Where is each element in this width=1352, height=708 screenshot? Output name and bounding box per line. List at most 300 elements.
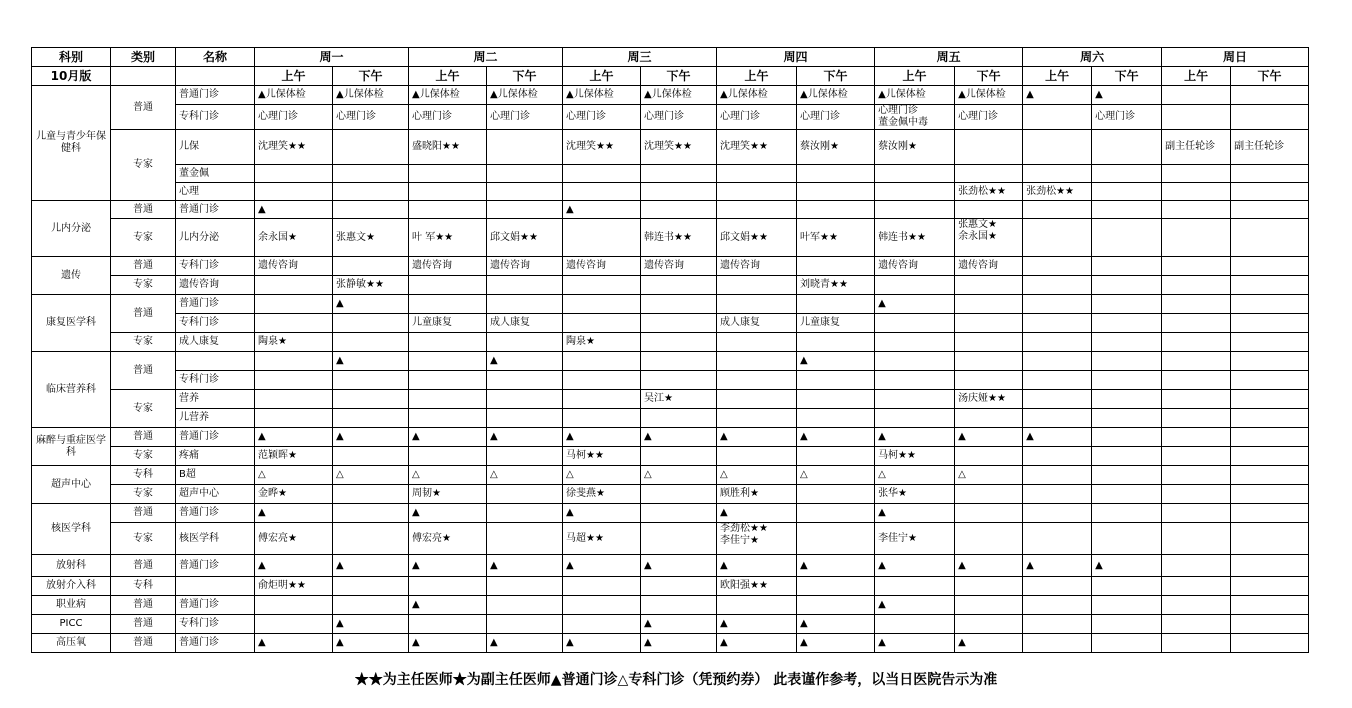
- day-header: 周二: [409, 48, 563, 67]
- schedule-cell: [1092, 390, 1162, 409]
- schedule-cell: [1162, 447, 1231, 466]
- schedule-cell: ▲: [333, 295, 409, 314]
- schedule-cell: [333, 333, 409, 352]
- schedule-cell: [409, 390, 487, 409]
- schedule-cell: [1092, 295, 1162, 314]
- schedule-cell: [487, 577, 563, 596]
- schedule-cell: ▲: [875, 634, 955, 653]
- schedule-cell: [875, 577, 955, 596]
- schedule-cell: [255, 615, 333, 634]
- schedule-cell: [955, 333, 1023, 352]
- schedule-cell: 心理门诊: [255, 105, 333, 130]
- schedule-cell: [717, 333, 797, 352]
- schedule-row: [32, 634, 1309, 653]
- header-row-halfday: [32, 67, 1309, 86]
- schedule-cell: ▲: [875, 504, 955, 523]
- schedule-cell: ▲儿保体检: [409, 86, 487, 105]
- schedule-cell: [1092, 130, 1162, 165]
- schedule-cell: 欧阳强★★: [717, 577, 797, 596]
- schedule-cell: [797, 333, 875, 352]
- schedule-cell: [875, 371, 955, 390]
- schedule-cell-line: 李劲松★★: [720, 523, 768, 534]
- schedule-cell: 余永国★: [255, 219, 333, 257]
- category-cell: 普通: [111, 257, 176, 276]
- category-cell: 普通: [111, 428, 176, 447]
- schedule-cell: [563, 409, 641, 428]
- schedule-cell: [1023, 105, 1092, 130]
- schedule-cell: △: [797, 466, 875, 485]
- schedule-cell: [333, 596, 409, 615]
- schedule-cell: 马柯★★: [875, 447, 955, 466]
- schedule-cell: [563, 276, 641, 295]
- schedule-cell: [255, 295, 333, 314]
- schedule-cell: [1162, 219, 1231, 257]
- schedule-cell: [641, 447, 717, 466]
- department-cell: 遗传: [32, 257, 111, 295]
- schedule-cell: [955, 447, 1023, 466]
- schedule-cell: [1162, 276, 1231, 295]
- schedule-cell: ▲: [717, 428, 797, 447]
- schedule-cell: ▲: [333, 352, 409, 371]
- schedule-cell: [255, 165, 333, 183]
- department-cell: 康复医学科: [32, 295, 111, 352]
- schedule-cell: 刘晓青★★: [797, 276, 875, 295]
- schedule-cell: [333, 201, 409, 219]
- schedule-cell: 遗传咨询: [563, 257, 641, 276]
- schedule-cell: ▲: [875, 596, 955, 615]
- schedule-cell: [955, 577, 1023, 596]
- schedule-cell: [255, 183, 333, 201]
- schedule-cell: [255, 352, 333, 371]
- clinic-name-cell: 疼痛: [176, 447, 255, 466]
- schedule-cell: [797, 485, 875, 504]
- schedule-cell: [875, 409, 955, 428]
- schedule-cell: [487, 201, 563, 219]
- schedule-cell: [1231, 596, 1309, 615]
- schedule-cell: [717, 352, 797, 371]
- schedule-cell: [1092, 577, 1162, 596]
- schedule-cell: [333, 165, 409, 183]
- schedule-cell: 心理门诊: [641, 105, 717, 130]
- schedule-cell: [1231, 428, 1309, 447]
- schedule-cell: [1023, 276, 1092, 295]
- schedule-cell: [1023, 165, 1092, 183]
- schedule-cell: [1162, 523, 1231, 555]
- schedule-cell: [875, 276, 955, 295]
- schedule-cell: [955, 352, 1023, 371]
- clinic-name-cell: 超声中心: [176, 485, 255, 504]
- schedule-cell: [797, 371, 875, 390]
- schedule-cell: [1162, 577, 1231, 596]
- schedule-cell: [1023, 219, 1092, 257]
- clinic-name-cell: 遗传咨询: [176, 276, 255, 295]
- schedule-cell: ▲: [563, 201, 641, 219]
- schedule-cell: [1092, 615, 1162, 634]
- schedule-cell: [333, 504, 409, 523]
- department-cell: 职业病: [32, 596, 111, 615]
- schedule-row: [32, 352, 1309, 371]
- schedule-cell: ▲: [955, 428, 1023, 447]
- category-cell: 专科: [111, 577, 176, 596]
- department-cell: 临床营养科: [32, 352, 111, 428]
- schedule-cell: ▲: [1092, 555, 1162, 577]
- schedule-cell: [409, 201, 487, 219]
- schedule-cell: [487, 390, 563, 409]
- schedule-cell: 邱文娟★★: [487, 219, 563, 257]
- am-header: 上午: [1162, 67, 1231, 86]
- clinic-name-cell: 儿营养: [176, 409, 255, 428]
- schedule-cell: 陶泉★: [255, 333, 333, 352]
- schedule-cell: [955, 165, 1023, 183]
- schedule-cell: ▲: [333, 634, 409, 653]
- schedule-row: [32, 428, 1309, 447]
- schedule-cell: [487, 485, 563, 504]
- schedule-cell: 副主任轮诊: [1162, 130, 1231, 165]
- schedule-cell: [1231, 257, 1309, 276]
- category-cell: 普通: [111, 596, 176, 615]
- schedule-row: [32, 314, 1309, 333]
- clinic-name-cell: 董金佩: [176, 165, 255, 183]
- schedule-cell: [1231, 86, 1309, 105]
- category-cell: 专家: [111, 333, 176, 352]
- schedule-cell: [641, 577, 717, 596]
- schedule-cell: 遗传咨询: [717, 257, 797, 276]
- schedule-cell: ▲: [333, 428, 409, 447]
- schedule-cell: [333, 371, 409, 390]
- schedule-cell: ▲: [409, 596, 487, 615]
- clinic-schedule-table: [31, 47, 1309, 653]
- schedule-cell: [955, 371, 1023, 390]
- schedule-cell: ▲: [875, 295, 955, 314]
- day-header: 周五: [875, 48, 1023, 67]
- am-header: 上午: [1023, 67, 1092, 86]
- schedule-cell: [1231, 504, 1309, 523]
- schedule-cell: [1023, 447, 1092, 466]
- day-header: 周三: [563, 48, 717, 67]
- name-column-header: 名称: [176, 48, 255, 67]
- schedule-cell: ▲: [409, 504, 487, 523]
- schedule-cell: ▲: [641, 615, 717, 634]
- schedule-cell: [1231, 314, 1309, 333]
- schedule-cell: [487, 183, 563, 201]
- schedule-cell: 马超★★: [563, 523, 641, 555]
- category-cell: 普通: [111, 555, 176, 577]
- schedule-cell: [875, 201, 955, 219]
- schedule-cell: [1092, 165, 1162, 183]
- schedule-cell: [487, 165, 563, 183]
- clinic-name-cell: 普通门诊: [176, 596, 255, 615]
- schedule-cell: [333, 390, 409, 409]
- schedule-cell: [255, 371, 333, 390]
- schedule-cell: 副主任轮诊: [1231, 130, 1309, 165]
- schedule-cell: [333, 447, 409, 466]
- schedule-cell: ▲: [641, 634, 717, 653]
- schedule-cell-line: 余永国★: [958, 231, 998, 242]
- schedule-cell: [1023, 352, 1092, 371]
- schedule-cell: [409, 276, 487, 295]
- schedule-cell: 盛晓阳★★: [409, 130, 487, 165]
- schedule-cell: [641, 596, 717, 615]
- schedule-cell: [955, 409, 1023, 428]
- schedule-cell: ▲儿保体检: [641, 86, 717, 105]
- schedule-cell: [1162, 555, 1231, 577]
- schedule-row: [32, 130, 1309, 165]
- schedule-cell: [875, 615, 955, 634]
- schedule-cell: [797, 409, 875, 428]
- schedule-cell: [1092, 523, 1162, 555]
- schedule-cell-line: 董金佩中毒: [878, 117, 929, 128]
- schedule-cell: [333, 314, 409, 333]
- schedule-cell: ▲: [797, 615, 875, 634]
- category-cell: 专科: [111, 466, 176, 485]
- schedule-cell: 沈理笑★★: [717, 130, 797, 165]
- pm-header: 下午: [797, 67, 875, 86]
- schedule-cell: [487, 409, 563, 428]
- schedule-cell-line: 心理门诊: [878, 105, 919, 116]
- schedule-cell: [1231, 352, 1309, 371]
- pm-header: 下午: [1231, 67, 1309, 86]
- schedule-cell: [563, 219, 641, 257]
- schedule-cell: ▲: [255, 504, 333, 523]
- schedule-cell: 张劲松★★: [1023, 183, 1092, 201]
- schedule-cell: [409, 183, 487, 201]
- schedule-cell: ▲: [875, 555, 955, 577]
- schedule-cell: 徐斐燕★: [563, 485, 641, 504]
- clinic-name-cell: 儿保: [176, 130, 255, 165]
- schedule-cell: [717, 409, 797, 428]
- schedule-cell: ▲: [487, 428, 563, 447]
- schedule-row: [32, 86, 1309, 105]
- category-cell: 专家: [111, 130, 176, 201]
- category-cell: 专家: [111, 390, 176, 428]
- schedule-cell: ▲: [641, 428, 717, 447]
- schedule-cell: ▲: [563, 634, 641, 653]
- schedule-cell: [563, 390, 641, 409]
- schedule-cell: ▲: [563, 504, 641, 523]
- schedule-cell: [333, 183, 409, 201]
- schedule-cell: 陶泉★: [563, 333, 641, 352]
- schedule-cell: [875, 165, 955, 183]
- schedule-cell: [1231, 409, 1309, 428]
- schedule-cell: [487, 371, 563, 390]
- schedule-cell: [563, 577, 641, 596]
- schedule-cell: [1231, 219, 1309, 257]
- schedule-cell: ▲: [641, 555, 717, 577]
- schedule-cell: ▲: [333, 615, 409, 634]
- schedule-cell: [1231, 105, 1309, 130]
- schedule-cell: ▲: [1023, 428, 1092, 447]
- schedule-cell: [641, 183, 717, 201]
- day-header: 周六: [1023, 48, 1162, 67]
- dept-column-header: 科别: [32, 48, 111, 67]
- clinic-name-cell: 儿内分泌: [176, 219, 255, 257]
- category-cell: 普通: [111, 615, 176, 634]
- clinic-name-cell: [176, 352, 255, 371]
- schedule-cell: [1162, 333, 1231, 352]
- schedule-cell: [1162, 504, 1231, 523]
- schedule-row: [32, 201, 1309, 219]
- schedule-cell: [1162, 371, 1231, 390]
- schedule-cell: 遗传咨询: [487, 257, 563, 276]
- category-cell: 普通: [111, 352, 176, 390]
- schedule-cell: [409, 371, 487, 390]
- schedule-row: [32, 257, 1309, 276]
- clinic-name-cell: 普通门诊: [176, 201, 255, 219]
- schedule-cell: [1231, 523, 1309, 555]
- schedule-row: [32, 371, 1309, 390]
- schedule-cell: 俞炬明★★: [255, 577, 333, 596]
- department-cell: 儿内分泌: [32, 201, 111, 257]
- schedule-cell: ▲: [717, 555, 797, 577]
- schedule-cell: [563, 615, 641, 634]
- schedule-cell: [1231, 183, 1309, 201]
- schedule-cell: [1092, 466, 1162, 485]
- clinic-name-cell: 专科门诊: [176, 105, 255, 130]
- pm-header: 下午: [1092, 67, 1162, 86]
- schedule-cell: [1092, 219, 1162, 257]
- schedule-cell: [487, 504, 563, 523]
- category-cell: 专家: [111, 219, 176, 257]
- schedule-cell: [1162, 295, 1231, 314]
- schedule-cell: [1162, 86, 1231, 105]
- am-header: 上午: [255, 67, 333, 86]
- schedule-cell: [955, 219, 1023, 257]
- schedule-cell: [1162, 105, 1231, 130]
- schedule-row: [32, 523, 1309, 555]
- schedule-cell: ▲儿保体检: [563, 86, 641, 105]
- schedule-cell: [1023, 333, 1092, 352]
- schedule-cell: 傅宏亮★: [255, 523, 333, 555]
- schedule-cell: △: [717, 466, 797, 485]
- clinic-name-cell: 普通门诊: [176, 428, 255, 447]
- schedule-cell: [717, 523, 797, 555]
- type-column-header: 类别: [111, 48, 176, 67]
- schedule-cell: 周韧★: [409, 485, 487, 504]
- department-cell: 放射介入科: [32, 577, 111, 596]
- schedule-cell: [717, 371, 797, 390]
- schedule-cell: [1162, 466, 1231, 485]
- schedule-cell: [563, 352, 641, 371]
- schedule-cell: [1231, 333, 1309, 352]
- schedule-cell: [1092, 333, 1162, 352]
- schedule-row: [32, 183, 1309, 201]
- schedule-row: [32, 333, 1309, 352]
- schedule-cell: 马柯★★: [563, 447, 641, 466]
- schedule-cell: 傅宏亮★: [409, 523, 487, 555]
- schedule-cell: [1162, 485, 1231, 504]
- schedule-cell: [797, 523, 875, 555]
- schedule-cell: [641, 523, 717, 555]
- schedule-row: [32, 555, 1309, 577]
- schedule-cell: ▲: [409, 428, 487, 447]
- schedule-cell: ▲: [487, 555, 563, 577]
- schedule-cell: 心理门诊: [487, 105, 563, 130]
- schedule-cell: ▲: [487, 352, 563, 371]
- schedule-cell: [1092, 596, 1162, 615]
- schedule-cell: [1231, 466, 1309, 485]
- schedule-cell: [1162, 352, 1231, 371]
- schedule-cell: ▲儿保体检: [255, 86, 333, 105]
- schedule-cell: [1231, 615, 1309, 634]
- schedule-cell: [1092, 634, 1162, 653]
- schedule-cell: ▲儿保体检: [797, 86, 875, 105]
- schedule-cell: [717, 165, 797, 183]
- department-cell: 高压氧: [32, 634, 111, 653]
- category-cell: 普通: [111, 201, 176, 219]
- day-header: 周一: [255, 48, 409, 67]
- schedule-cell: [1231, 371, 1309, 390]
- clinic-name-cell: 普通门诊: [176, 504, 255, 523]
- schedule-cell: [1023, 314, 1092, 333]
- schedule-cell: 韩连书★★: [641, 219, 717, 257]
- schedule-cell: 心理门诊: [717, 105, 797, 130]
- schedule-cell: [955, 523, 1023, 555]
- schedule-cell: [955, 201, 1023, 219]
- schedule-cell: [1092, 409, 1162, 428]
- schedule-cell: 顾胜利★: [717, 485, 797, 504]
- schedule-cell: [333, 409, 409, 428]
- schedule-cell: [1162, 596, 1231, 615]
- schedule-cell: 李佳宁★: [875, 523, 955, 555]
- schedule-cell: [487, 615, 563, 634]
- schedule-cell: [1162, 428, 1231, 447]
- schedule-row: [32, 577, 1309, 596]
- schedule-cell: [717, 183, 797, 201]
- schedule-cell: 心理门诊: [409, 105, 487, 130]
- schedule-cell: [641, 504, 717, 523]
- category-cell: 专家: [111, 523, 176, 555]
- schedule-cell: [875, 105, 955, 130]
- schedule-cell: [797, 447, 875, 466]
- schedule-cell: [1162, 314, 1231, 333]
- schedule-cell: [563, 295, 641, 314]
- schedule-row: [32, 596, 1309, 615]
- schedule-cell: 蔡汝刚★: [797, 130, 875, 165]
- schedule-cell: [955, 314, 1023, 333]
- schedule-cell: 心理门诊: [955, 105, 1023, 130]
- schedule-cell: [1092, 504, 1162, 523]
- schedule-cell: 成人康复: [717, 314, 797, 333]
- clinic-name-cell: 专科门诊: [176, 314, 255, 333]
- schedule-cell: [563, 371, 641, 390]
- clinic-name-cell: B超: [176, 466, 255, 485]
- schedule-cell: [717, 276, 797, 295]
- schedule-row: [32, 276, 1309, 295]
- schedule-cell: 沈理笑★★: [563, 130, 641, 165]
- pm-header: 下午: [641, 67, 717, 86]
- schedule-cell: [955, 485, 1023, 504]
- schedule-cell: △: [641, 466, 717, 485]
- schedule-cell: ▲: [563, 428, 641, 447]
- clinic-name-cell: 普通门诊: [176, 555, 255, 577]
- schedule-cell: [1023, 201, 1092, 219]
- schedule-cell: 心理门诊: [797, 105, 875, 130]
- schedule-cell: [641, 409, 717, 428]
- legend-footnote: ★★为主任医师★为副主任医师▲普通门诊△专科门诊（凭预约券） 此表谨作参考，以当日医院告示为准: [354, 672, 998, 688]
- schedule-row: [32, 165, 1309, 183]
- schedule-cell: ▲儿保体检: [487, 86, 563, 105]
- schedule-cell: [1231, 447, 1309, 466]
- category-cell: 普通: [111, 295, 176, 333]
- schedule-cell: ▲: [255, 201, 333, 219]
- schedule-cell: 沈理笑★★: [641, 130, 717, 165]
- schedule-cell-line: 张惠文★: [958, 219, 998, 230]
- schedule-cell: [717, 201, 797, 219]
- schedule-cell: [255, 596, 333, 615]
- schedule-cell: [1023, 504, 1092, 523]
- schedule-cell: [1092, 428, 1162, 447]
- schedule-cell: [641, 201, 717, 219]
